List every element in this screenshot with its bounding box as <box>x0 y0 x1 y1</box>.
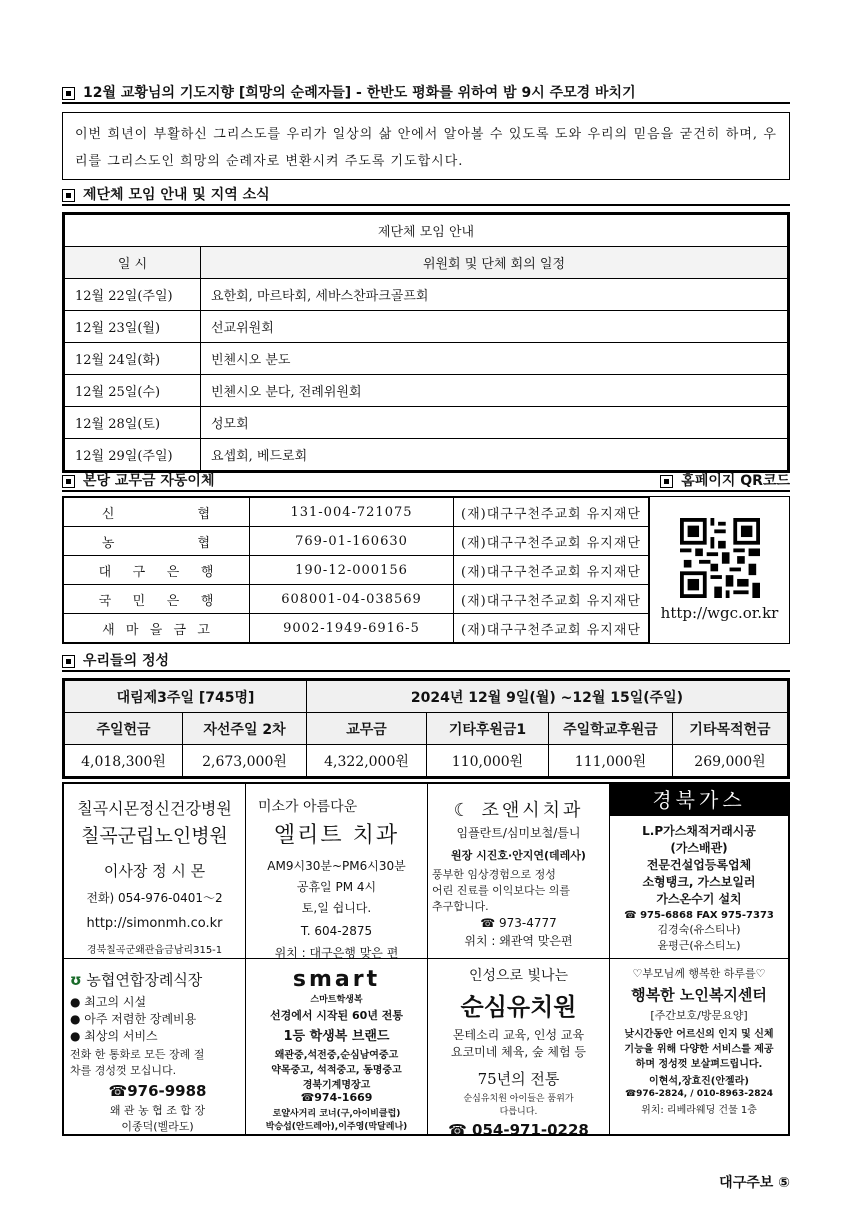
ad-simon-hospital: 칠곡시몬정신건강병원 칠곡군립노인병원 이사장 정 시 몬 전화) 054-976-0401～2 http://simonmh.co.kr 경북칠곡군왜관읍금남리315-1 <box>64 784 245 958</box>
square-bullet-icon <box>660 475 673 488</box>
page-footer: 대구주보 ⑤ <box>719 1175 790 1191</box>
groups-heading: 제단체 모임 안내 및 지역 소식 <box>62 186 790 206</box>
transfer-section <box>62 472 790 644</box>
col-schedule-header: 위원회 및 단체 회의 일정 <box>201 247 788 279</box>
bank-table <box>62 496 650 644</box>
table-row: 12월 25일(수) 빈첸시오 분다, 전례위원회 <box>65 375 788 407</box>
table-row: 새 마 을 금 고 9002-1949-6916-5 (재)대구구천주교회 유지재단 <box>64 614 649 643</box>
smart-logo: smart <box>292 967 381 992</box>
schedule-table <box>62 212 790 473</box>
col-date-header: 일 시 <box>65 247 201 279</box>
table-row: 12월 22일(주일) 요한회, 마르타회, 세바스찬파크골프회 <box>65 279 788 311</box>
offering-period: 2024년 12월 9일(월) ~12월 15일(주일) <box>307 681 788 713</box>
square-bullet-icon <box>62 189 75 202</box>
ad-joan-dental: ☾ 조앤시치과 임플란트/심미보철/틀니 원장 시진호·안지연(데레사) 풍부한 임상경험으로 정성 어린 진료를 이익보다는 의를 추구합니다. ☎ 973-4777 위치 : 왜관역 맞은편 <box>432 800 586 948</box>
homepage-link[interactable]: http://wgc.or.kr <box>660 604 779 622</box>
ad-elite-dental: 미소가 아름다운 엘리트 치과 AM9시30분~PM6시30분 공휴일 PM 4시 토,일 쉽니다. T. 604-2875 위치 : 대구은행 맞은 편 <box>258 799 406 958</box>
prayer-text: 이번 희년이 부활하신 그리스도를 우리가 일상의 삶 안에서 알아볼 수 있도록 도와 우리의 믿음을 굳건히 하며, 우리를 그리스도인 희망의 순례자로 변환시켜 주도록 기도합시다. <box>62 112 790 180</box>
ad-gyeongbuk-gas: 경북가스 L.P가스채적거래시공 (가스배관) 전문건설업등록업체 소형탱크, 가스보일러 가스온수기 설치 ☎ 975-6868 FAX 975-7373 김경숙(유스티나) 윤평근(유스티노) <box>610 784 788 958</box>
nonghyup-logo-icon: ʊ <box>70 971 82 989</box>
schedule-caption: 제단체 모임 안내 <box>65 215 788 247</box>
ad-sunsim-kindergarten: 인성으로 빛나는 순심유치원 몬테소리 교육, 인성 교육 요코미네 체육, 숲 체험 등 75년의 전통 순심유치원 아이들은 품위가 다릅니다. ☎ 054-971-0228 <box>448 968 589 1134</box>
table-row: 농 협 769-01-160630 (재)대구구천주교회 유지재단 <box>64 527 649 556</box>
tooth-icon: ☾ <box>453 800 473 821</box>
ads-grid <box>62 782 790 1136</box>
simon-link[interactable]: http://simonmh.co.kr <box>86 916 223 931</box>
table-row: 12월 29일(주일) 요셉회, 베드로회 <box>65 439 788 471</box>
table-row: 12월 24일(화) 빈첸시오 분도 <box>65 343 788 375</box>
ad-smart-uniform: smart 스마트학생복 선경에서 시작된 60년 전통 1등 학생복 브랜드 왜관중,석전중,순심남여중고 약목중고, 석적중고, 동명중고 경북기계명장고 ☎974-1669 로얄사거리 코너(구,아이비클럽) 박승섭(안드레아),이주영(막달레나) <box>246 959 427 1134</box>
qr-box <box>650 496 790 644</box>
groups-section <box>62 186 790 473</box>
offering-heading: 우리들의 정성 <box>62 652 790 672</box>
ad-happy-care-center: ♡부모님께 행복한 하루를♡ 행복한 노인복지센터 [주간보호/방문요양] 낮시간동안 어르신의 인지 및 신체 기능을 위해 다양한 서비스를 제공 하며 정성껏 보살펴드립니다. 이현석,장효진(안젤라) ☎976-2824, / 010-8963-2824 위치: 리베라웨딩 건물 1층 <box>624 967 774 1116</box>
table-row: 신 협 131-004-721075 (재)대구구천주교회 유지재단 <box>64 498 649 527</box>
square-bullet-icon <box>62 655 75 668</box>
table-row: 국 민 은 행 608001-04-038569 (재)대구구천주교회 유지재단 <box>64 585 649 614</box>
offering-week: 대림제3주일 [745명] <box>65 681 307 713</box>
ad-nonghyup-funeral: ʊ 농협연합장례식장 ● 최고의 시설 ● 아주 저렴한 장례비용 ● 최상의 서비스 전화 한 통화로 모든 장례 절 차를 경성껏 모십니다. ☎976-9988 왜 관 농 협 조 합 장 이종덕(벨라도) <box>70 971 207 1133</box>
square-bullet-icon <box>62 475 75 488</box>
table-row: 12월 23일(월) 선교위원회 <box>65 311 788 343</box>
offering-table: 대림제3주일 [745명] 2024년 12월 9일(월) ~12월 15일(주일) 주일헌금 자선주일 2차 교무금 기타후원금1 주일학교후원금 기타목적헌금 4,018,300원 2,673,000원 4,322,000원 110,000원 111,000원 269,000원 <box>62 678 790 779</box>
prayer-section <box>62 84 790 180</box>
square-bullet-icon <box>62 87 75 100</box>
table-row: 12월 28일(토) 성모회 <box>65 407 788 439</box>
prayer-heading: 12월 교황님의 기도지향 [희망의 순례자들] - 한반도 평화를 위하여 밤 9시 주모경 바치기 <box>62 84 790 104</box>
table-row: 대 구 은 행 190-12-000156 (재)대구구천주교회 유지재단 <box>64 556 649 585</box>
offering-section <box>62 652 790 779</box>
qr-code-icon[interactable] <box>680 518 760 598</box>
transfer-heading: 본당 교무금 자동이체 홈페이지 QR코드 <box>62 472 790 492</box>
